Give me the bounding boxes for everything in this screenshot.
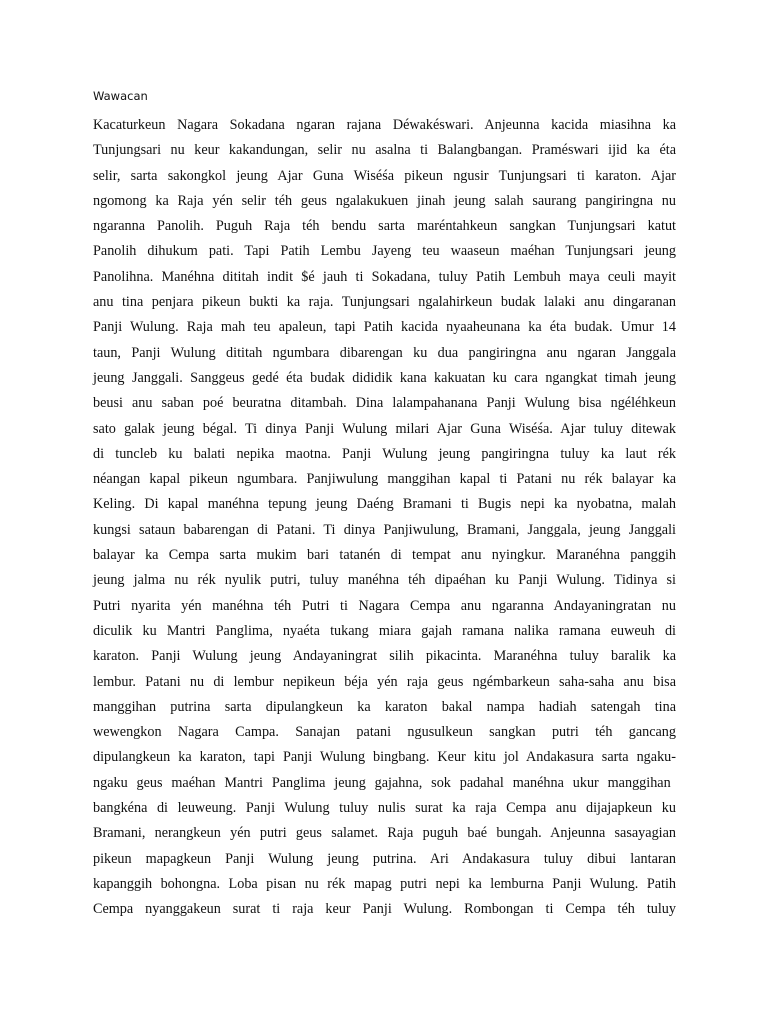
text-line: kapanggih bohongna. Loba pisan nu rék mapag putri nepi ka lemburna Panji Wulung. Patih bbox=[93, 875, 676, 892]
text-line: jeung Janggali. Sanggeus gedé éta budak dididik kana kakuatan ku cara ngangkat timah jeung bbox=[93, 369, 676, 386]
text-line: taun, Panji Wulung dititah ngumbara dibarengan ku dua pangiringna anu ngaran Janggala bbox=[93, 344, 676, 361]
text-line: ngaku geus maéhan Mantri Panglima jeung gajahna, sok padahal manéhna ukur manggihan bbox=[93, 774, 671, 791]
text-line: Kacaturkeun Nagara Sokadana ngaran rajana Déwakéswari. Anjeunna kacida miasihna ka bbox=[93, 117, 676, 133]
text-line: karaton. Panji Wulung jeung Andayaningrat silih pikacinta. Maranéhna tuluy baralik ka bbox=[93, 648, 676, 665]
text-line: kungsi sataun babarengan di Patani. Ti dinya Panjiwulung, Bramani, Janggala, jeung Janggali bbox=[93, 521, 676, 538]
text-line: bangkéna di leuweung. Panji Wulung tuluy nulis surat ka raja Cempa anu dijajapkeun ku bbox=[93, 800, 676, 817]
text-line: balayar ka Cempa sarta mukim bari tatanén di tempat anu nyingkur. Maranéhna panggih bbox=[93, 547, 676, 564]
text-line: sato galak jeung bégal. Ti dinya Panji Wulung milari Ajar Guna Wiséśa. Ajar tuluy ditewak bbox=[93, 420, 676, 437]
text-line: Panolihna. Manéhna dititah indit $é jauh ti Sokadana, tuluy Patih Lembuh maya ceuli mayit bbox=[93, 268, 676, 285]
text-line: manggihan putrina sarta dipulangkeun ka karaton bakal nampa hadiah satengah tina bbox=[93, 698, 676, 715]
text-line: lembur. Patani nu di lembur nepikeun béja yén raja geus ngémbarkeun saha-saha anu bisa bbox=[93, 673, 676, 690]
text-line: Panolih dihukum pati. Tapi Patih Lembu Jayeng teu waaseun maéhan Tunjungsari jeung bbox=[93, 243, 676, 260]
text-line: néangan kapal pikeun ngumbara. Panjiwulung manggihan kapal ti Patani nu rék balayar ka bbox=[93, 471, 676, 488]
text-line: Bramani, nerangkeun yén putri geus salamet. Raja puguh baé bungah. Anjeunna sasayagian bbox=[93, 825, 676, 842]
text-line: pikeun mapagkeun Panji Wulung jeung putrina. Ari Andakasura tuluy dibui lantaran bbox=[93, 850, 676, 867]
text-line: selir, sarta sakongkol jeung Ajar Guna Wiséśa pikeun ngusir Tunjungsari ti karaton. Ajar bbox=[93, 167, 676, 184]
text-line: Putri nyarita yén manéhna téh Putri ti Nagara Cempa anu ngaranna Andayaningratan nu bbox=[93, 597, 676, 614]
text-line: dipulangkeun ka karaton, tapi Panji Wulung bingbang. Keur kitu jol Andakasura sarta ngaku- bbox=[93, 749, 676, 766]
text-line: Keling. Di kapal manéhna tepung jeung Daéng Bramani ti Bugis nepi ka nyobatna, malah bbox=[93, 496, 676, 513]
document-body bbox=[93, 113, 676, 923]
text-line: Panji Wulung. Raja mah teu apaleun, tapi Patih kacida nyaaheunana ka éta budak. Umur 14 bbox=[93, 319, 676, 336]
text-line: beusi anu saban poé beuratna ditambah. Dina lalampahanana Panji Wulung bisa ngéléhkeun bbox=[93, 395, 676, 412]
text-line: jeung jalma nu rék nyulik putri, tuluy manéhna téh dipaéhan ku Panji Wulung. Tidinya si bbox=[93, 572, 676, 589]
text-line: anu tina penjara pikeun bukti ka raja. Tunjungsari ngalahirkeun budak lalaki anu dingaranan bbox=[93, 294, 676, 311]
text-line: diculik ku Mantri Panglima, nyaéta tukang miara gajah ramana nalika ramana euweuh di bbox=[93, 622, 676, 639]
text-line: Tunjungsari nu keur kakandungan, selir nu asalna ti Balangbangan. Praméswari ijid ka éta bbox=[93, 142, 676, 159]
text-line: ngaranna Panolih. Puguh Raja téh bendu sarta maréntahkeun sangkan Tunjungsari katut bbox=[93, 218, 676, 235]
text-line: wewengkon Nagara Campa. Sanajan patani ngusulkeun sangkan putri téh gancang bbox=[93, 724, 676, 741]
text-line: Cempa nyanggakeun surat ti raja keur Panji Wulung. Rombongan ti Cempa téh tuluy bbox=[93, 901, 676, 918]
text-line: di tuncleb ku balati nepika maotna. Panji Wulung jeung pangiringna tuluy ka laut rék bbox=[93, 445, 676, 462]
text-line: ngomong ka Raja yén selir téh geus ngalakukuen jinah jeung salah saurang pangiringna nu bbox=[93, 192, 676, 209]
document-heading: Wawacan bbox=[93, 89, 148, 103]
